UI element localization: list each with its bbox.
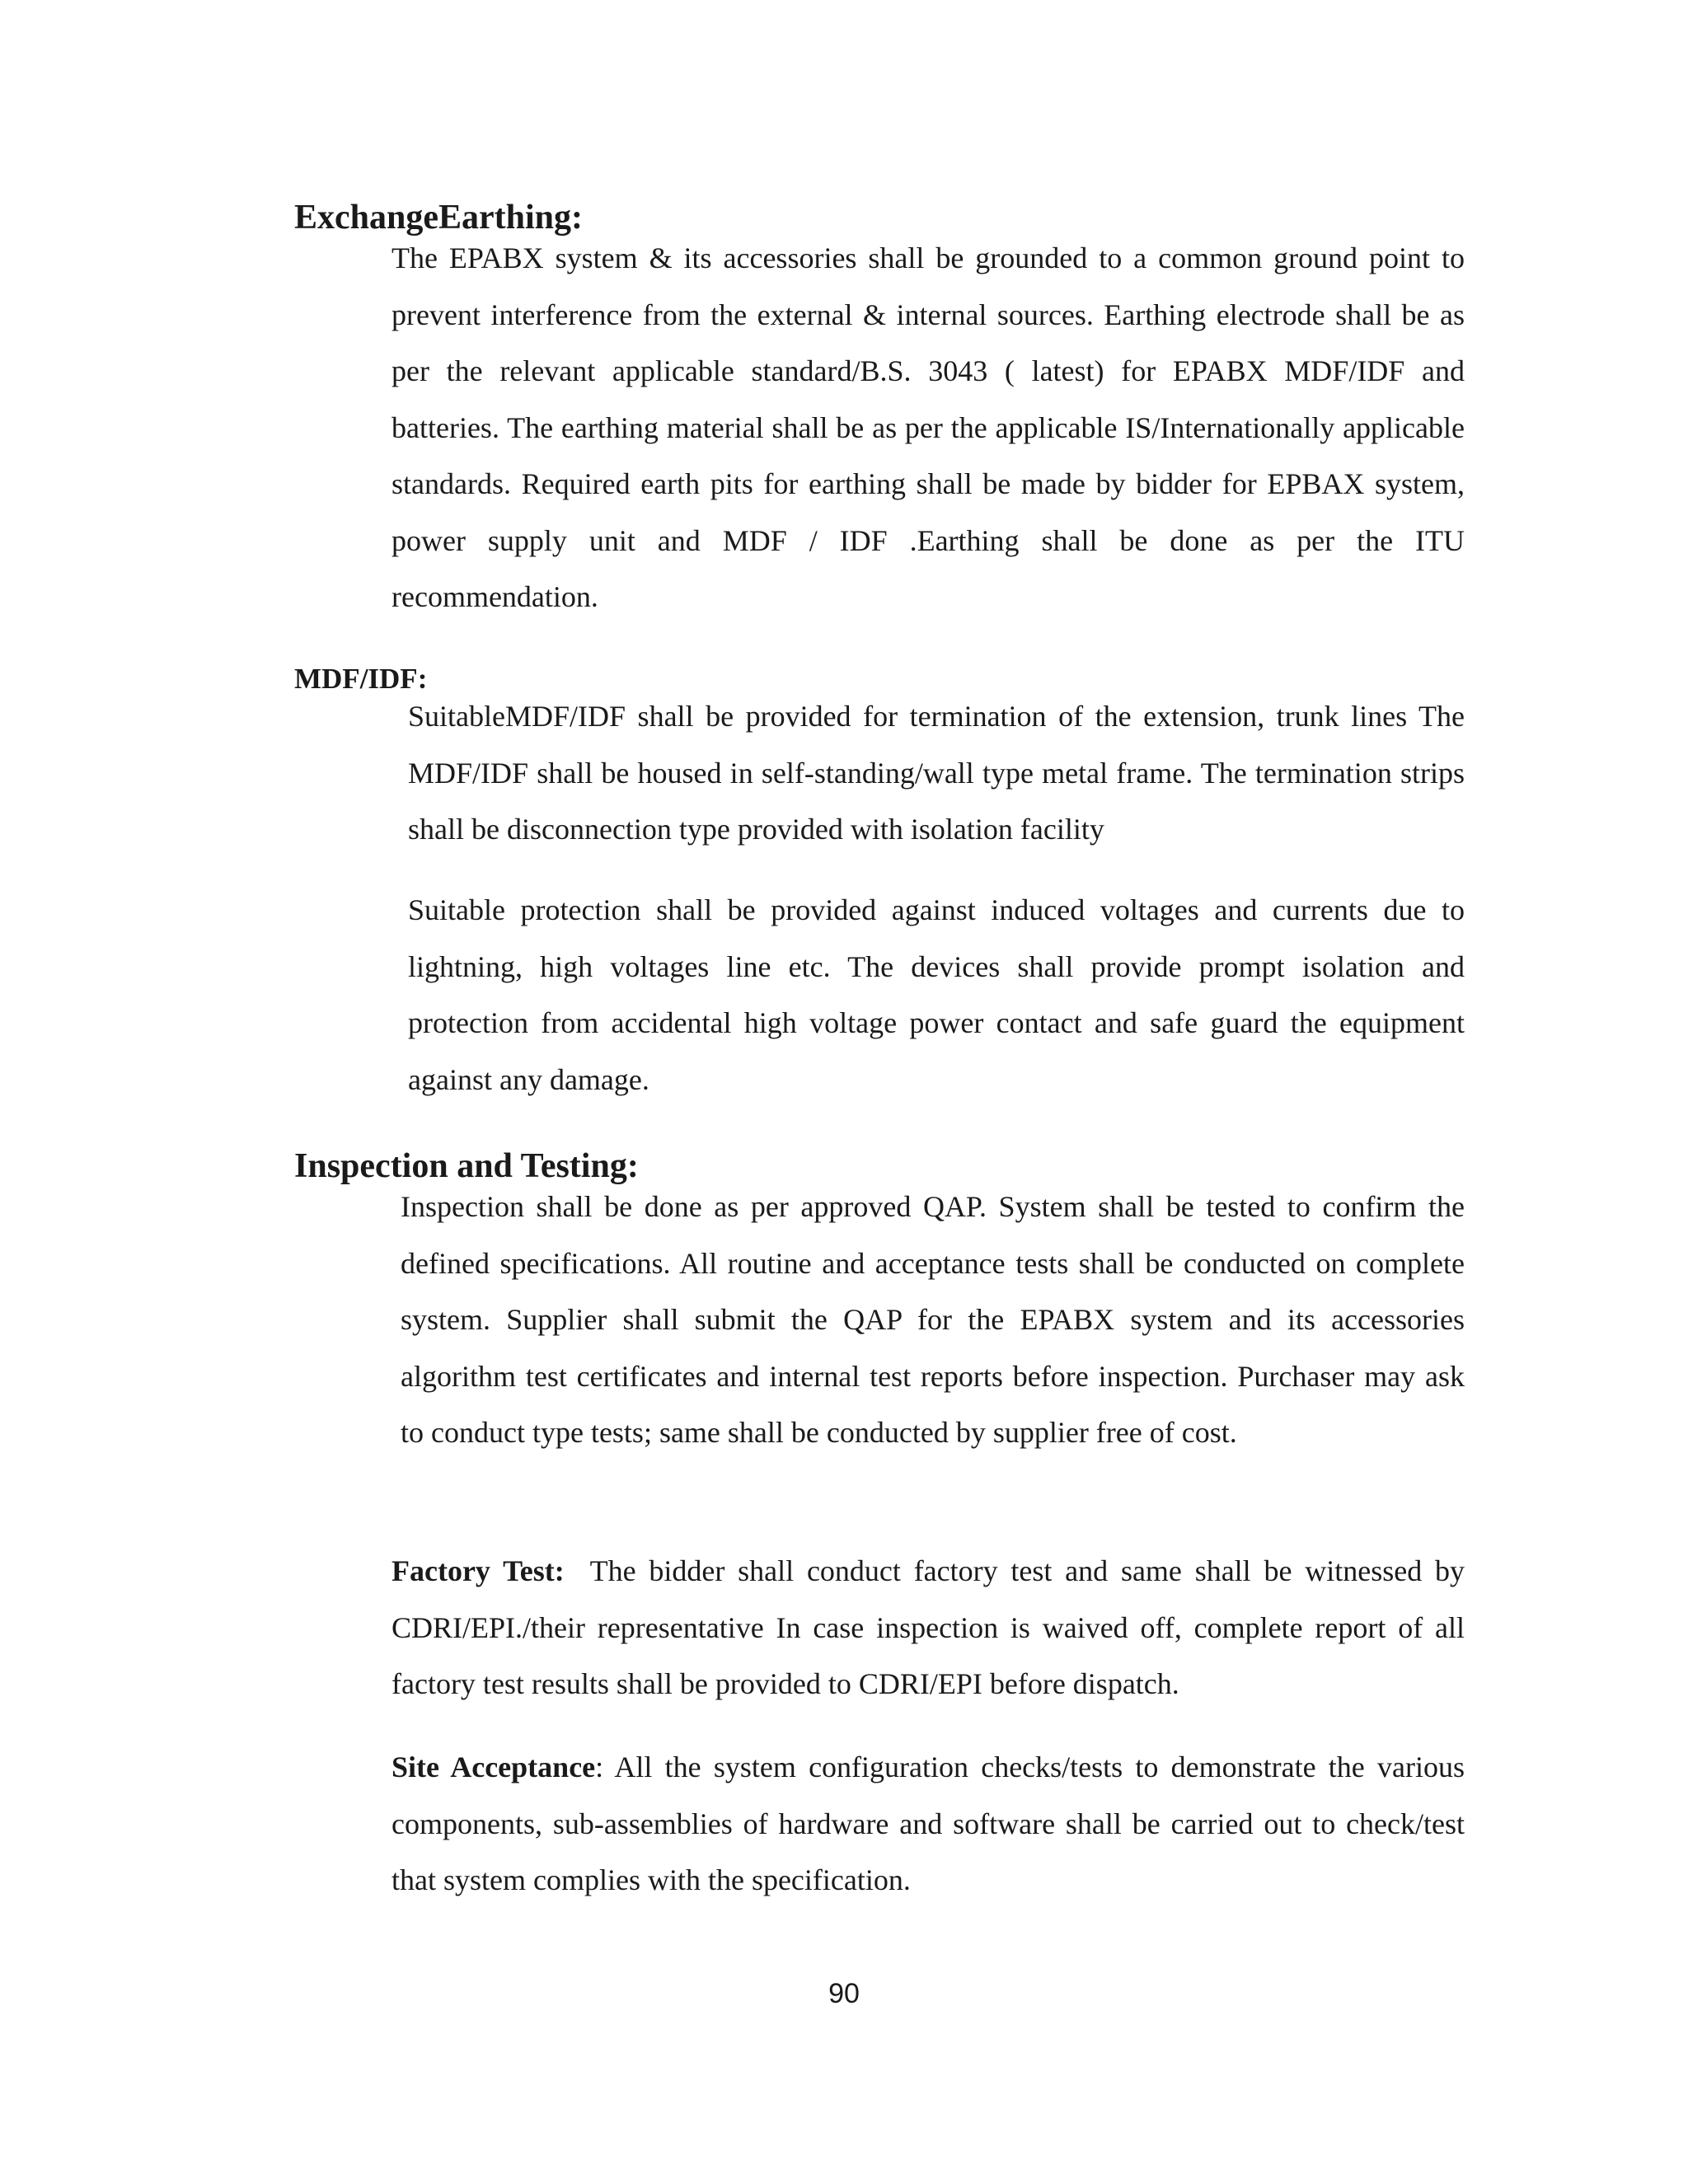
section-title-exchange-earthing: ExchangeEarthing: (294, 199, 584, 237)
site-acceptance-text: : All the system configuration checks/tests to demonstrate the various components, sub-assemblies of hardware and software shall be carried out to check/test that system complies with the specification. (392, 1750, 1465, 1896)
factory-test-text: The bidder shall conduct factory test and same shall be witnessed by CDRI/EPI./their representative In case inspection is waived off, complete report of all factory test results shall be provided to CDRI/EPI before dispatch. (392, 1554, 1465, 1700)
mdf-idf-paragraph-1: SuitableMDF/IDF shall be provided for termination of the extension, trunk lines The MDF/IDF shall be housed in self-standing/wall type metal frame. The termination strips shall be disconnection type provided with isolation facility (408, 700, 1465, 846)
exchange-earthing-body: The EPABX system & its accessories shall be grounded to a common ground point to prevent interference from the external & internal sources. Earthing electrode shall be as per the relevant applicable standard/B.S. 3043 ( latest) for EPABX MDF/IDF and batteries. The earthing material shall be as per the applicable IS/Internationally applicable standards. Required earth pits for earthing shall be made by bidder for EPBAX system, power supply unit and MDF / IDF .Earthing shall be done as per the ITU recommendation. (392, 241, 1465, 613)
section-title-inspection-testing: Inspection and Testing: (294, 1147, 639, 1185)
section-title-mdf-idf: MDF/IDF: (294, 663, 428, 695)
mdf-idf-paragraph-2: Suitable protection shall be provided against induced voltages and currents due to lightning, high voltages line etc. The devices shall provide prompt isolation and protection from accidental high voltage power contact and safe guard the equipment against any damage. (408, 893, 1465, 1096)
page-number: 90 (828, 1978, 860, 2009)
factory-test-label: Factory Test: (392, 1554, 565, 1587)
site-acceptance-paragraph (392, 1739, 1465, 1909)
factory-test-paragraph (392, 1543, 1465, 1713)
inspection-testing-body: Inspection shall be done as per approved QAP. System shall be tested to confirm the defined specifications. All routine and acceptance tests shall be conducted on complete system. Supplier shall submit the QAP for the EPABX system and its accessories algorithm test certificates and internal test reports before inspection. Purchaser may ask to conduct type tests; same shall be conducted by supplier free of cost. (401, 1190, 1465, 1449)
site-acceptance-label: Site Acceptance (392, 1750, 596, 1783)
